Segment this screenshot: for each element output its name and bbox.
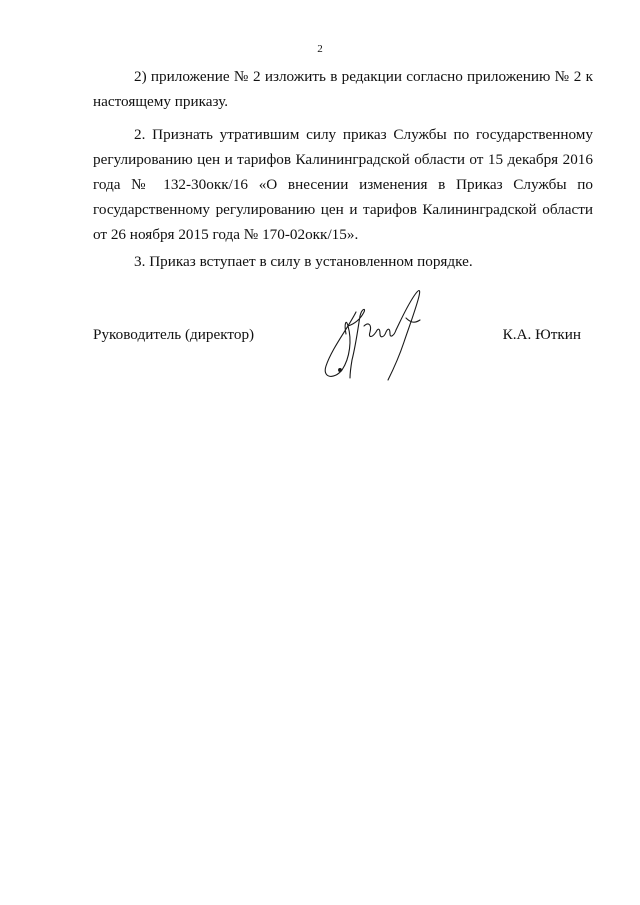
document-body	[93, 64, 593, 276]
paragraph-effective: 3. Приказ вступает в силу в установленном порядке.	[134, 253, 473, 270]
page-number: 2	[317, 43, 323, 55]
paragraph-revoke-order: 2. Признать утратившим силу приказ Службы по государственному регулированию цен и тарифов Калининградской области от 15 декабря 2016 года № 132-30окк/16 «О внесении изменения в Приказ Службы по государственному регулированию цен и тарифов Калининградской области от 26 ноября 2015 года № 170-02окк/15».	[93, 126, 593, 243]
signer-name: К.А. Юткин	[502, 326, 581, 343]
signature-icon	[318, 282, 438, 386]
paragraph-appendix-item: 2) приложение № 2 изложить в редакции согласно приложению № 2 к настоящему приказу.	[93, 68, 593, 110]
signer-title: Руководитель (директор)	[93, 326, 255, 343]
